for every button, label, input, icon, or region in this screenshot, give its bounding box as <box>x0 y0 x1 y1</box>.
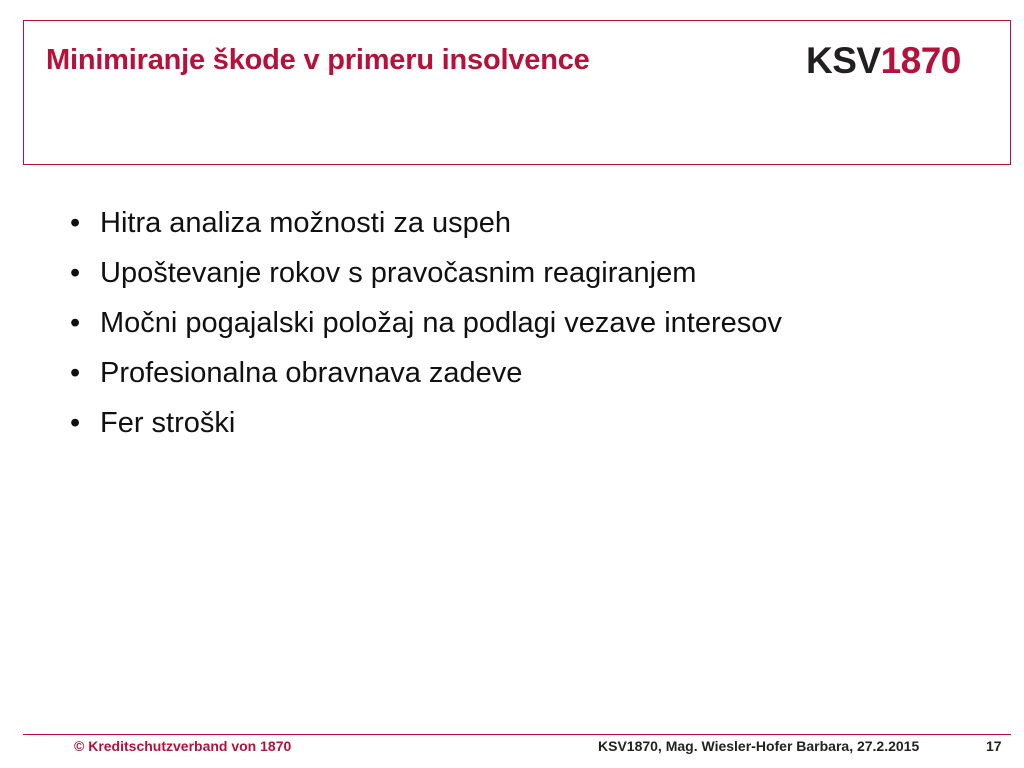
logo-ksv-text: KSV <box>806 40 881 81</box>
logo-year-text: 1870 <box>880 40 961 81</box>
bullet-item <box>70 198 782 248</box>
bullet-text: Fer stroški <box>100 406 236 439</box>
bullet-dot: • <box>70 356 81 389</box>
page-number: 17 <box>986 738 1002 754</box>
bullet-dot: • <box>70 306 81 339</box>
footer-presenter: KSV1870, Mag. Wiesler-Hofer Barbara, 27.2.2015 <box>598 738 920 754</box>
bullet-text: Profesionalna obravnava zadeve <box>100 356 523 389</box>
bullet-item <box>70 298 782 348</box>
bullet-item <box>70 248 782 298</box>
footer-divider <box>23 734 1011 735</box>
bullet-text: Upoštevanje rokov s pravočasnim reagiranjem <box>100 256 697 289</box>
bullet-text: Močni pogajalski položaj na podlagi vezave interesov <box>100 306 782 339</box>
ksv1870-logo <box>806 40 961 82</box>
bullet-text: Hitra analiza možnosti za uspeh <box>100 206 512 239</box>
bullet-dot: • <box>70 406 81 439</box>
bullet-item <box>70 348 782 398</box>
footer-copyright: © Kreditschutzverband von 1870 <box>74 738 292 754</box>
bullet-dot: • <box>70 256 81 289</box>
bullet-dot: • <box>70 206 81 239</box>
bullet-item <box>70 398 782 448</box>
bullet-list <box>70 198 782 448</box>
slide-title: Minimiranje škode v primeru insolvence <box>46 44 590 76</box>
